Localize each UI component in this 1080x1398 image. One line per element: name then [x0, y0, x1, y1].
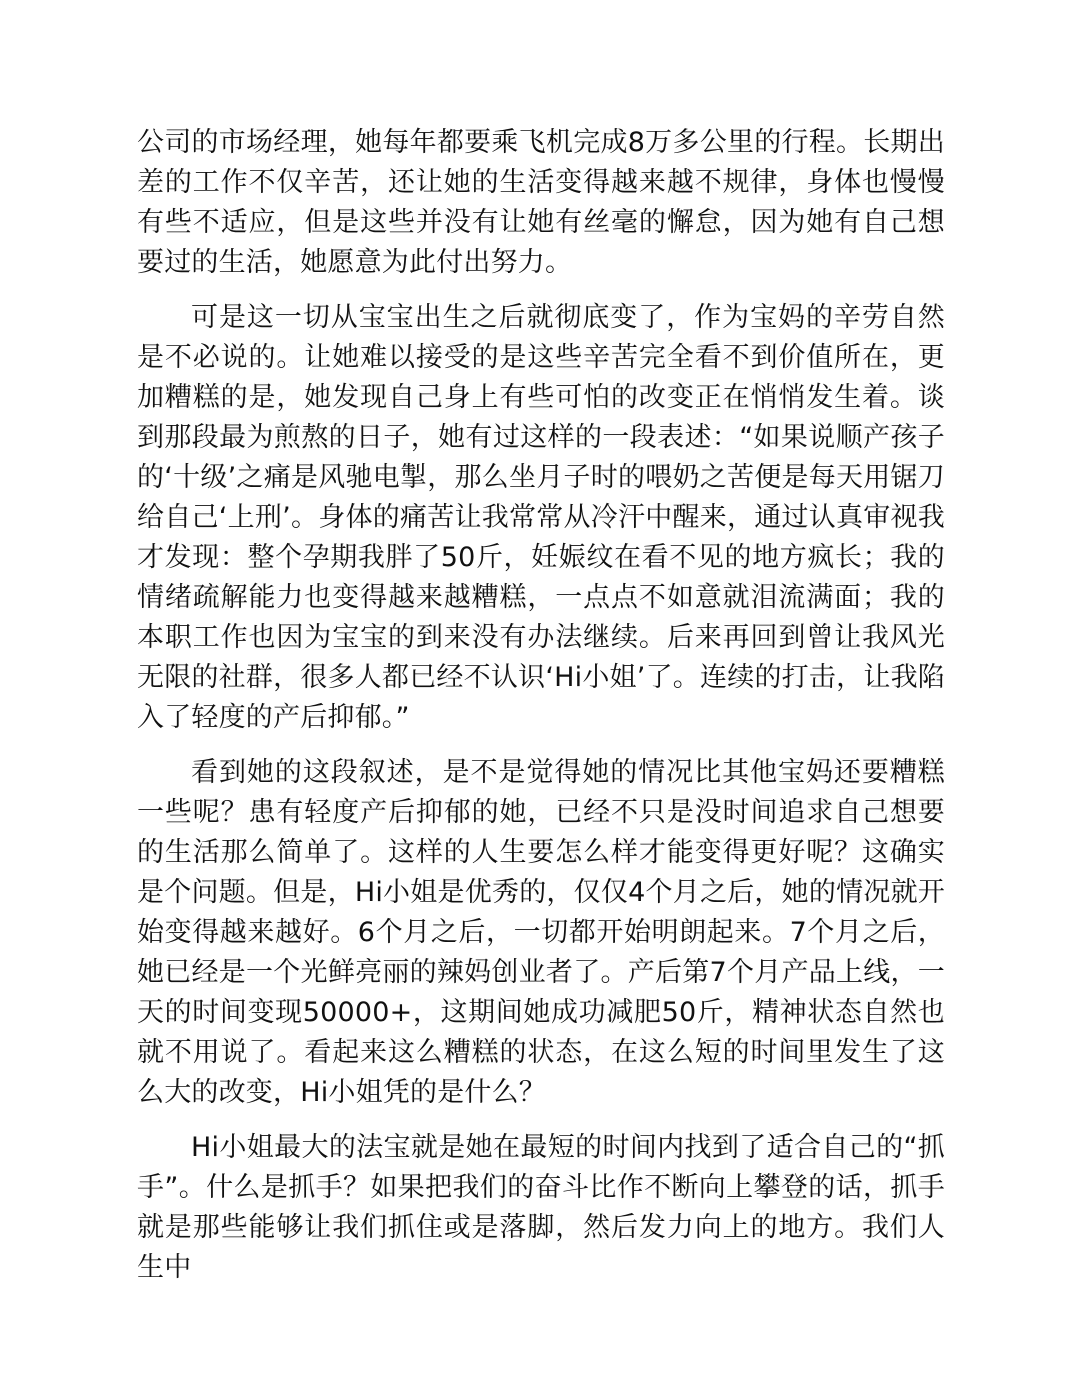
paragraph-2: 可是这一切从宝宝出生之后就彻底变了，作为宝妈的辛劳自然是不必说的。让她难以接受的是这些辛苦完全看不到价值所在，更加糟糕的是，她发现自己身上有些可怕的改变正在悄悄发生着。谈到那段最为煎熬的日子，她有过这样的一段表述：“如果说顺产孩子的‘十级’之痛是风驰电掣，那么坐月子时的喂奶之苦便是每天用锯刀给自己‘上刑’。身体的痛苦让我常常从冷汗中醒来，通过认真审视我才发现：整个孕期我胖了50斤，妊娠纹在看不见的地方疯长；我的情绪疏解能力也变得越来越糟糕，一点点不如意就泪流满面；我的本职工作也因为宝宝的到来没有办法继续。后来再回到曾让我风光无限的社群，很多人都已经不认识‘Hi小姐’了。连续的打击，让我陷入了轻度的产后抑郁。” — [137, 302, 945, 733]
paragraph-4: Hi小姐最大的法宝就是她在最短的时间内找到了适合自己的“抓手”。什么是抓手？如果把我们的奋斗比作不断向上攀登的话，抓手就是那些能够让我们抓住或是落脚，然后发力向上的地方。我们人生中 — [137, 1132, 945, 1283]
paragraph-1: 公司的市场经理，她每年都要乘飞机完成8万多公里的行程。长期出差的工作不仅辛苦，还让她的生活变得越来越不规律，身体也慢慢有些不适应，但是这些并没有让她有丝毫的懈怠，因为她有自己想要过的生活，她愿意为此付出努力。 — [137, 127, 945, 278]
body-text — [137, 123, 945, 1303]
paragraph-3: 看到她的这段叙述，是不是觉得她的情况比其他宝妈还要糟糕一些呢？患有轻度产后抑郁的她，已经不只是没时间追求自己想要的生活那么简单了。这样的人生要怎么样才能变得更好呢？这确实是个问题。但是，Hi小姐是优秀的，仅仅4个月之后，她的情况就开始变得越来越好。6个月之后，一切都开始明朗起来。7个月之后，她已经是一个光鲜亮丽的辣妈创业者了。产后第7个月产品上线，一天的时间变现50000+，这期间她成功减肥50斤，精神状态自然也就不用说了。看起来这么糟糕的状态，在这么短的时间里发生了这么大的改变，Hi小姐凭的是什么？ — [137, 757, 945, 1108]
